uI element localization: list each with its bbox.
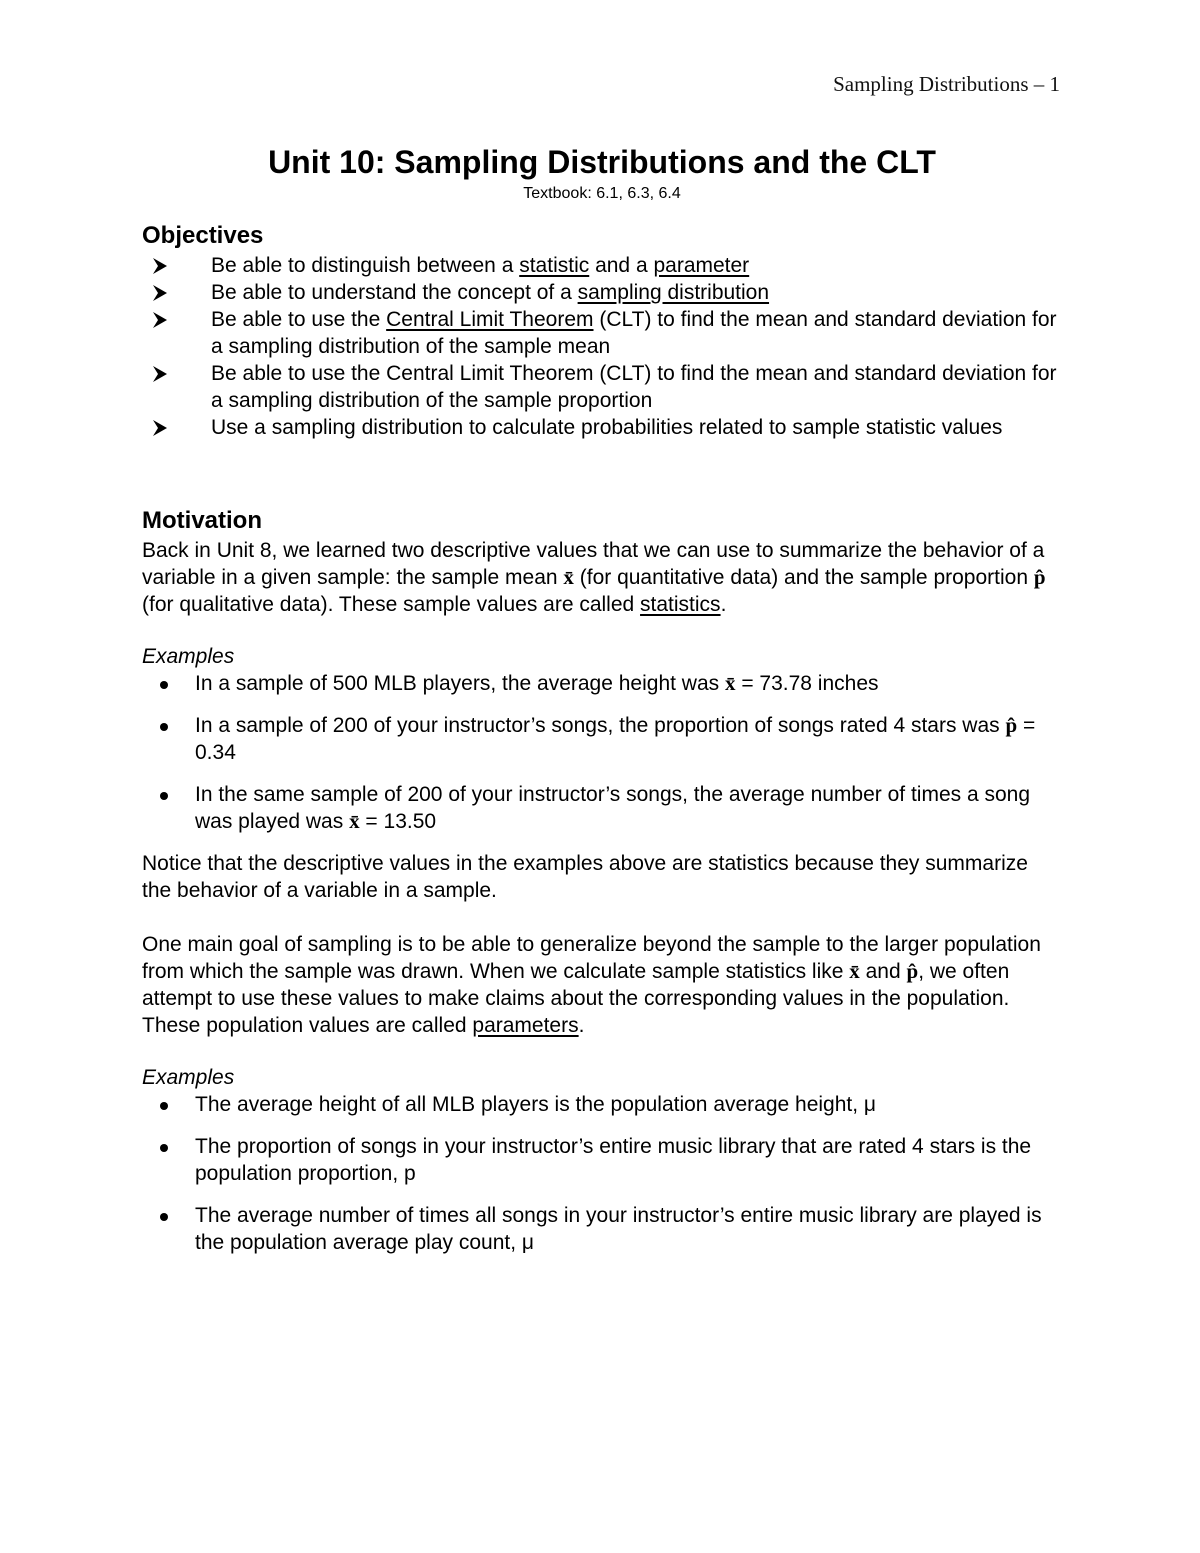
statistic-examples-list bbox=[142, 670, 1062, 835]
x-bar-symbol: x̄ bbox=[724, 671, 736, 695]
examples-label: Examples bbox=[142, 645, 235, 668]
sampling-goal-paragraph bbox=[142, 931, 1062, 1039]
intro-text: Back in Unit 8, we learned two descriptive values that we can use to summarize the behavior of a variable in a given sample: the sample mean bbox=[142, 539, 1045, 589]
examples-label: Examples bbox=[142, 1066, 235, 1089]
example-text: The proportion of songs in your instructor’s entire music library that are rated 4 stars is the population proportion, p bbox=[195, 1135, 1032, 1185]
bullet-dot-icon bbox=[160, 1213, 168, 1221]
arrowhead-bullet-icon bbox=[152, 252, 176, 282]
x-bar-symbol: x̄ bbox=[563, 565, 574, 589]
example-item bbox=[142, 670, 1062, 697]
bullet-dot-icon bbox=[160, 723, 168, 731]
notice-paragraph: Notice that the descriptive values in the examples above are statistics because they summarize the behavior of a variable in a sample. bbox=[142, 852, 1028, 902]
example-item bbox=[142, 712, 1062, 766]
intro-text: (for qualitative data). These sample values are called bbox=[142, 593, 641, 616]
term-parameters: parameters bbox=[472, 1014, 579, 1037]
example-item bbox=[142, 1202, 1062, 1256]
arrowhead-bullet-icon bbox=[152, 279, 176, 309]
bullet-dot-icon bbox=[160, 792, 168, 800]
example-text: In a sample of 200 of your instructor’s songs, the proportion of songs rated 4 stars was bbox=[195, 714, 1006, 737]
objective-item bbox=[152, 279, 1062, 306]
objective-item bbox=[152, 306, 1062, 360]
objective-text: Be able to understand the concept of a bbox=[211, 281, 578, 304]
objective-text: Be able to distinguish between a bbox=[211, 254, 520, 277]
arrowhead-bullet-icon bbox=[152, 306, 176, 336]
goal-text: One main goal of sampling is to be able to generalize beyond the sample to the larger population from which the sample was drawn. When we calculate sample statistics like bbox=[142, 933, 1041, 983]
goal-text: , we often attempt to use these values to make claims about the corresponding values in the population. These population values are called bbox=[142, 960, 1010, 1037]
bullet-dot-icon bbox=[160, 1144, 168, 1152]
objective-text: (CLT) to find the mean and standard deviation for a sampling distribution of the sample mean bbox=[211, 308, 1057, 358]
objectives-list bbox=[142, 252, 1062, 441]
p-hat-symbol: p̂ bbox=[1005, 713, 1018, 737]
bullet-dot-icon bbox=[160, 681, 168, 689]
example-item bbox=[142, 1091, 1062, 1118]
example-item bbox=[142, 1133, 1062, 1187]
objective-item bbox=[152, 414, 1062, 441]
goal-text: . bbox=[578, 1014, 585, 1037]
objective-text: Use a sampling distribution to calculate probabilities related to sample statistic values bbox=[211, 416, 1003, 439]
objective-text: Be able to use the Central Limit Theorem (CLT) to find the mean and standard deviation for a sampling distribution of the sample proportion bbox=[211, 362, 1057, 412]
page-title: Unit 10: Sampling Distributions and the CLT bbox=[268, 144, 936, 180]
term-sampling-distribution: sampling distribution bbox=[577, 281, 770, 304]
term-central-limit-theorem: Central Limit Theorem bbox=[386, 308, 594, 331]
intro-text: . bbox=[720, 593, 727, 616]
document-body bbox=[142, 138, 1062, 1271]
objective-text: Be able to use the bbox=[211, 308, 387, 331]
term-statistics: statistics bbox=[640, 593, 721, 616]
running-head: Sampling Distributions – 1 bbox=[833, 72, 1060, 96]
term-parameter: parameter bbox=[653, 254, 750, 277]
bullet-dot-icon bbox=[160, 1102, 168, 1110]
objectives-heading: Objectives bbox=[142, 222, 264, 249]
objective-text: and a bbox=[589, 254, 654, 277]
example-text: The average height of all MLB players is the population average height, μ bbox=[195, 1093, 877, 1116]
arrowhead-bullet-icon bbox=[152, 360, 176, 390]
arrowhead-bullet-icon bbox=[152, 414, 176, 444]
p-hat-symbol: p̂ bbox=[1033, 565, 1046, 589]
example-value: = 0.34 bbox=[195, 714, 1036, 764]
p-hat-symbol: p̂ bbox=[906, 959, 919, 983]
parameter-examples-list bbox=[142, 1091, 1062, 1256]
example-text: The average number of times all songs in your instructor’s entire music library are played is the population average play count, μ bbox=[195, 1204, 1042, 1254]
x-bar-symbol: x̄ bbox=[849, 959, 860, 983]
example-item bbox=[142, 781, 1062, 835]
term-statistic: statistic bbox=[519, 254, 590, 277]
x-bar-symbol: x̄ bbox=[349, 809, 360, 833]
example-text: In the same sample of 200 of your instructor’s songs, the average number of times a song was played was bbox=[195, 783, 1031, 833]
example-value: = 13.50 bbox=[359, 810, 437, 833]
objective-item bbox=[152, 360, 1062, 414]
example-value: = 73.78 inches bbox=[735, 672, 879, 695]
goal-text: and bbox=[859, 960, 907, 983]
textbook-reference: Textbook: 6.1, 6.3, 6.4 bbox=[523, 185, 681, 202]
objective-item bbox=[152, 252, 1062, 279]
intro-text: (for quantitative data) and the sample proportion bbox=[573, 566, 1034, 589]
motivation-intro-paragraph bbox=[142, 537, 1062, 618]
motivation-heading: Motivation bbox=[142, 507, 262, 534]
example-text: In a sample of 500 MLB players, the average height was bbox=[195, 672, 725, 695]
